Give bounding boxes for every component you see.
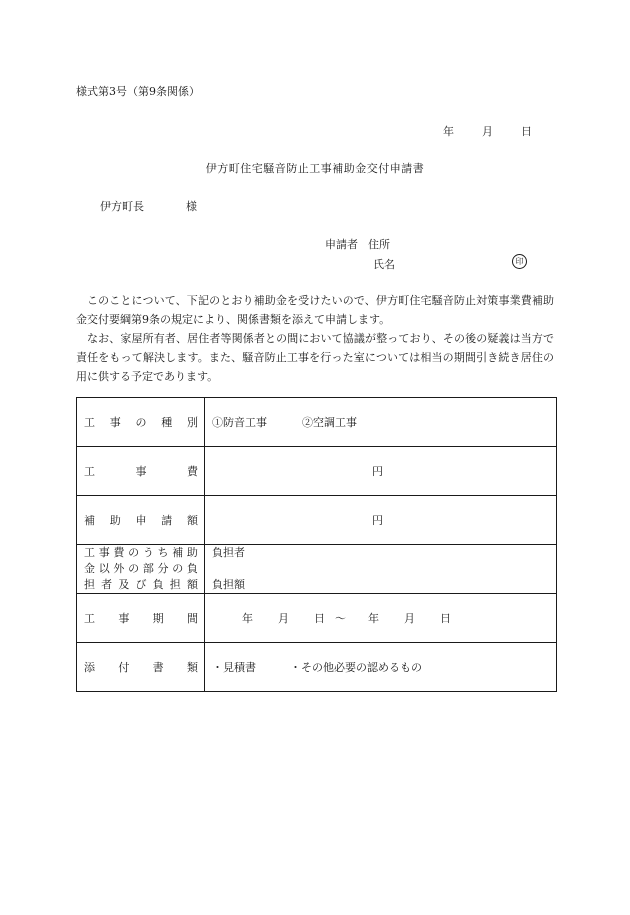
seal-mark: 印 <box>512 254 527 269</box>
body-paragraph-2: なお、家屋所有者、居住者等関係者との間において協議が整っており、その後の疑義は当方で責任をもって解決します。また、騒音防止工事を行った室については相当の期間引き続き居住の用に供する予定であります。 <box>76 332 554 383</box>
label-char: 事 <box>98 546 110 559</box>
addressee-honorific: 様 <box>186 200 197 213</box>
table-row-work-type <box>77 398 557 447</box>
burden-party-label: 負担者 <box>212 546 245 559</box>
label-char: 費 <box>113 546 125 559</box>
document-title: 伊方町住宅騒音防止工事補助金交付申請書 <box>205 162 425 175</box>
subsidy-amount-field[interactable] <box>205 496 557 545</box>
label-char: 工 <box>84 612 95 625</box>
option-soundproof[interactable]: ①防音工事 <box>212 416 267 429</box>
body-paragraph-1: このことについて、下記のとおり補助金を受けたいので、伊方町住宅騒音防止対策事業費補助金交付要綱第9条の規定により、関係書類を添えて申請します。 <box>76 294 554 326</box>
label-char: 種 <box>161 416 173 429</box>
label-char: 補 <box>84 514 95 527</box>
label-char: 担 <box>169 578 181 591</box>
date-line <box>443 123 532 139</box>
period-start-day: 日 <box>314 612 325 625</box>
applicant-address-label: 住所 <box>368 238 390 251</box>
label-char: 分 <box>157 562 169 575</box>
period-tilde: ～ <box>335 612 346 625</box>
label-char: 負 <box>152 578 164 591</box>
label-char: 外 <box>113 562 125 575</box>
label-char: の <box>135 416 147 429</box>
label-char: の <box>128 562 140 575</box>
application-body <box>76 291 554 386</box>
option-air-conditioning[interactable]: ②空調工事 <box>302 416 357 429</box>
form-number: 様式第3号（第9条関係） <box>76 85 200 98</box>
application-table <box>76 397 557 692</box>
label-char: 間 <box>186 612 198 625</box>
label-char: 負 <box>186 562 198 575</box>
applicant-address-row <box>325 236 390 252</box>
label-subsidy-amount <box>77 496 205 545</box>
label-char: 担 <box>84 578 95 591</box>
label-char: の <box>172 562 184 575</box>
label-char: び <box>135 578 147 591</box>
label-char: 助 <box>186 546 198 559</box>
label-char: 費 <box>187 465 198 478</box>
label-char: 以 <box>98 562 110 575</box>
label-char: 事 <box>118 612 130 625</box>
work-period-field[interactable] <box>205 594 557 643</box>
label-char: 助 <box>109 514 121 527</box>
label-char: 額 <box>186 578 198 591</box>
table-row-work-period <box>77 594 557 643</box>
label-char: の <box>128 546 140 559</box>
label-char: 類 <box>186 661 198 674</box>
table-row-attachments <box>77 643 557 692</box>
label-char: う <box>142 546 154 559</box>
label-char: 補 <box>172 546 184 559</box>
label-char: 添 <box>84 661 95 674</box>
addressee-name: 伊方町長 <box>100 200 144 213</box>
label-work-cost <box>77 447 205 496</box>
table-row-burden <box>77 545 557 594</box>
work-type-field[interactable] <box>205 398 557 447</box>
label-work-period <box>77 594 205 643</box>
applicant-name-row <box>373 256 395 272</box>
label-char: 書 <box>152 661 164 674</box>
attachment-estimate: ・見積書 <box>212 661 256 674</box>
date-month: 月 <box>482 125 493 138</box>
work-cost-field[interactable] <box>205 447 557 496</box>
period-end-year: 年 <box>368 612 379 625</box>
table-row-subsidy-amount <box>77 496 557 545</box>
label-char: 金 <box>84 562 95 575</box>
label-char: 工 <box>84 546 95 559</box>
attachment-other: ・その他必要の認めるもの <box>290 661 422 674</box>
date-year: 年 <box>443 125 454 138</box>
burden-amount-label: 負担額 <box>212 578 245 591</box>
yen-unit: 円 <box>372 465 383 478</box>
label-char: 工 <box>84 465 95 478</box>
addressee <box>100 198 197 214</box>
label-char: 付 <box>118 661 130 674</box>
label-char: 期 <box>152 612 164 625</box>
label-char: 者 <box>101 578 113 591</box>
period-end-month: 月 <box>404 612 415 625</box>
label-char: 額 <box>187 514 198 527</box>
yen-unit: 円 <box>372 514 383 527</box>
label-char: 別 <box>187 416 198 429</box>
label-work-type <box>77 398 205 447</box>
burden-field[interactable] <box>205 545 557 594</box>
attachments-field[interactable] <box>205 643 557 692</box>
period-end-day: 日 <box>440 612 451 625</box>
label-char: 請 <box>161 514 173 527</box>
date-day: 日 <box>521 125 532 138</box>
applicant-name-label: 氏名 <box>373 258 395 271</box>
label-char: 部 <box>142 562 154 575</box>
label-char: 申 <box>135 514 147 527</box>
label-attachments <box>77 643 205 692</box>
period-start-month: 月 <box>278 612 289 625</box>
applicant-label: 申請者 <box>325 238 358 251</box>
label-burden <box>77 545 205 594</box>
label-char: 事 <box>109 416 121 429</box>
label-char: ち <box>157 546 169 559</box>
label-char: 工 <box>84 416 95 429</box>
table-row-work-cost <box>77 447 557 496</box>
period-start-year: 年 <box>242 612 253 625</box>
label-char: 及 <box>118 578 130 591</box>
label-char: 事 <box>135 465 147 478</box>
